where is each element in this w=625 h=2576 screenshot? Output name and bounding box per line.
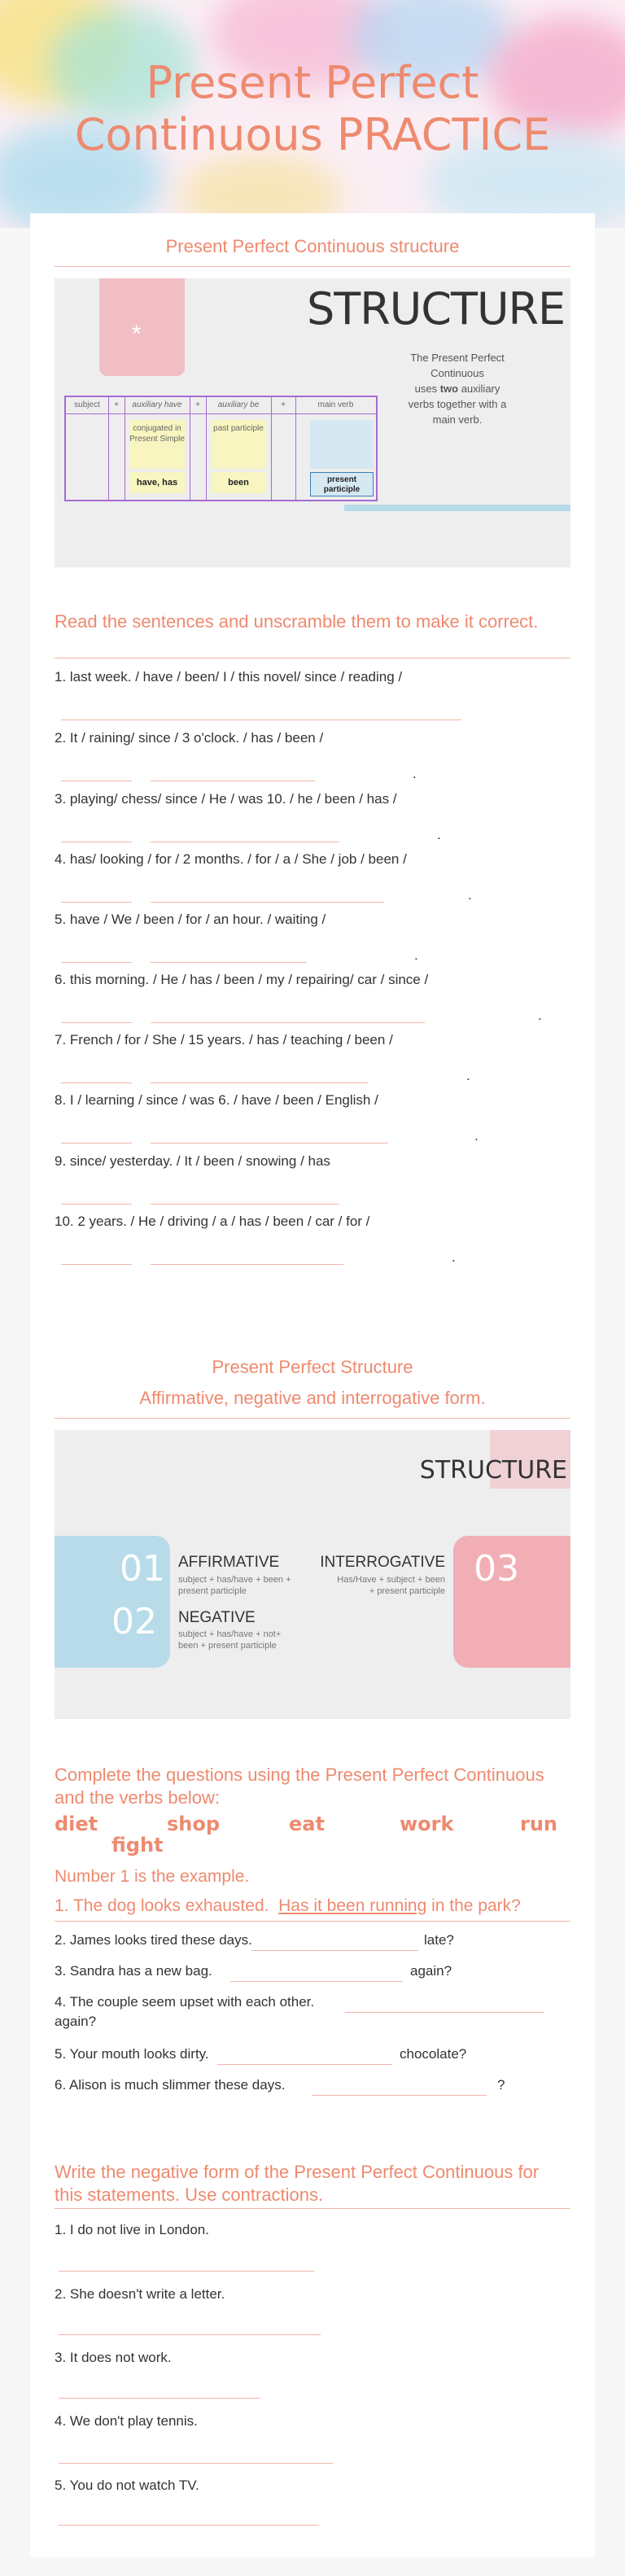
negative-item-5: 5. You do not watch TV. (55, 2478, 199, 2493)
answer-blank[interactable] (59, 2398, 260, 2399)
unscramble-item-10: 10. 2 years. / He / driving / a / has / been / car / for / (55, 1214, 370, 1229)
subject-column (66, 397, 109, 500)
verb-word: eat (289, 1813, 325, 1835)
section3-subtitle: Affirmative, negative and interrogative form. (139, 1388, 486, 1408)
negative-item-4: 4. We don't play tennis. (55, 2413, 198, 2429)
answer-blank[interactable] (151, 962, 307, 963)
negative-desc: subject + has/have + not+ (178, 1629, 282, 1639)
question-6-suffix: ? (497, 2077, 505, 2093)
example-suffix: in the park? (426, 1896, 521, 1915)
answer-blank[interactable] (59, 2334, 321, 2335)
divider (55, 266, 570, 267)
question-5-suffix: chocolate? (400, 2046, 467, 2062)
section5-title: Write the negative form of the Present Perfect Continuous for this statements. Use contractions. (55, 2162, 540, 2205)
unscramble-item-8: 8. I / learning / since / was 6. / have / been / English / (55, 1092, 378, 1108)
structure-description (396, 350, 518, 427)
sentence-period: . (466, 1068, 470, 1083)
question-4: 4. The couple seem upset with each other. (55, 1994, 315, 2010)
sentence-period: . (452, 1249, 456, 1265)
unscramble-item-4: 4. has/ looking / for / 2 months. / for / a / She / job / been / (55, 851, 407, 867)
answer-blank[interactable] (61, 1264, 132, 1265)
structure-table (64, 396, 378, 501)
main-form-cell: present participle (310, 472, 374, 496)
plus-column (271, 397, 296, 500)
unscramble-item-9: 9. since/ yesterday. / It / been / snowing / has (55, 1153, 330, 1169)
asterisk-mark: * (132, 321, 142, 348)
negative-item-2: 2. She doesn't write a letter. (55, 2286, 225, 2302)
section2-title: Read the sentences and unscramble them to make it correct. (55, 611, 539, 632)
have-forms-cell: have, has (129, 472, 185, 493)
col-auxiliary-have: auxiliary have (132, 400, 182, 409)
interrogative-desc: Has/Have + subject + been (337, 1575, 445, 1585)
divider (55, 1921, 570, 1922)
sentence-period: . (413, 766, 417, 781)
unscramble-item-3: 3. playing/ chess/ since / He / was 10. / he / been / has / (55, 791, 397, 807)
answer-blank[interactable] (61, 962, 132, 963)
negative-label: NEGATIVE (178, 1609, 256, 1626)
unscramble-item-1: 1. last week. / have / been/ I / this novel/ since / reading / (55, 669, 403, 684)
verb-word: shop (167, 1813, 221, 1835)
description-text: The Present Perfect (410, 352, 505, 364)
be-note-cell: past participle (211, 420, 266, 469)
negative-desc: been + present participle (178, 1641, 277, 1651)
col-subject: subject (74, 400, 100, 409)
description-text: Continuous (431, 367, 484, 379)
section4-title: Complete the questions using the Present Perfect Continuous and the verbs below: (55, 1765, 544, 1808)
sentence-period: . (414, 947, 418, 963)
question-5: 5. Your mouth looks dirty. (55, 2046, 209, 2062)
answer-blank[interactable] (217, 2064, 392, 2065)
section1-title: Present Perfect Continuous structure (165, 236, 460, 256)
example-prefix: 1. The dog looks exhausted. (55, 1896, 269, 1915)
forms-image (55, 1430, 570, 1719)
col-auxiliary-be: auxiliary be (217, 400, 260, 409)
answer-blank[interactable] (151, 1082, 368, 1083)
page-title (0, 57, 625, 161)
description-text: main verb. (432, 413, 483, 426)
answer-blank[interactable] (59, 2525, 319, 2526)
answer-blank[interactable] (61, 902, 132, 903)
verb-word: diet (55, 1813, 98, 1835)
sentence-period: . (474, 1128, 479, 1144)
verb-word: fight (111, 1834, 164, 1857)
col-plus: + (195, 400, 200, 409)
answer-blank[interactable] (61, 719, 461, 720)
answer-blank[interactable] (251, 1950, 418, 1951)
example-answer: Has it been running (278, 1896, 427, 1915)
col-main-verb: main verb (317, 400, 354, 409)
answer-blank[interactable] (230, 1981, 403, 1982)
description-emphasis: two (439, 383, 459, 395)
question-2: 2. James looks tired these days. (55, 1932, 252, 1948)
verb-word: run (520, 1813, 558, 1835)
answer-blank[interactable] (61, 1082, 132, 1083)
affirmative-desc: subject + has/have + been + (178, 1575, 291, 1585)
have-note-cell: conjugated in Present Simple (129, 420, 185, 469)
unscramble-item-5: 5. have / We / been / for / an hour. / waiting / (55, 912, 326, 927)
answer-blank[interactable] (345, 2012, 544, 2013)
negative-item-3: 3. It does not work. (55, 2350, 172, 2365)
answer-blank[interactable] (61, 1022, 132, 1023)
answer-blank[interactable] (61, 1204, 132, 1205)
section3-title: Present Perfect Structure (212, 1357, 413, 1377)
be-form-cell: been (211, 472, 266, 493)
affirmative-desc: present participle (178, 1586, 247, 1596)
blue-bar (344, 505, 570, 511)
plus-column (190, 397, 207, 500)
negative-item-1: 1. I do not live in London. (55, 2222, 209, 2237)
description-text: uses (414, 383, 440, 395)
question-6: 6. Alison is much slimmer these days. (55, 2077, 286, 2093)
worksheet-card (30, 213, 595, 2557)
answer-blank[interactable] (151, 1264, 343, 1265)
col-plus: + (281, 400, 286, 409)
sentence-period: . (437, 827, 441, 842)
forms-heading: STRUCTURE (419, 1456, 567, 1485)
main-verb-cell (310, 420, 374, 469)
interrogative-desc: + present participle (369, 1586, 445, 1596)
header-banner (0, 0, 625, 228)
sentence-period: . (538, 1008, 542, 1023)
question-4-suffix: again? (55, 2014, 97, 2029)
description-text: verbs together with a (408, 398, 507, 410)
answer-blank[interactable] (59, 2463, 333, 2464)
unscramble-item-2: 2. It / raining/ since / 3 o'clock. / has / been / (55, 730, 324, 746)
answer-blank[interactable] (151, 1022, 425, 1023)
header-rule (66, 413, 376, 414)
description-text: auxiliary (458, 383, 500, 395)
answer-blank[interactable] (59, 2271, 314, 2272)
question-3-suffix: again? (410, 1963, 452, 1979)
divider (55, 2208, 570, 2209)
page-title-line2: Continuous PRACTICE (74, 109, 551, 160)
number-01: 01 (120, 1548, 165, 1590)
answer-blank[interactable] (312, 2095, 487, 2096)
divider (55, 1418, 570, 1419)
answer-blank[interactable] (151, 1204, 339, 1205)
example-sentence (55, 1895, 570, 1918)
question-3: 3. Sandra has a new bag. (55, 1963, 212, 1979)
unscramble-item-7: 7. French / for / She / 15 years. / has / teaching / been / (55, 1032, 393, 1047)
number-02: 02 (111, 1601, 157, 1642)
answer-blank[interactable] (151, 902, 384, 903)
pink-tab (99, 278, 185, 376)
number-03: 03 (474, 1548, 519, 1590)
sentence-period: . (468, 887, 472, 903)
verb-word: work (400, 1813, 454, 1835)
structure-image (55, 278, 570, 567)
col-plus: + (114, 400, 119, 409)
answer-blank[interactable] (61, 1143, 132, 1144)
example-note: Number 1 is the example. (55, 1867, 250, 1886)
answer-blank[interactable] (151, 1143, 388, 1144)
affirmative-label: AFFIRMATIVE (178, 1554, 280, 1571)
question-2-suffix: late? (424, 1932, 454, 1948)
plus-column (108, 397, 125, 500)
unscramble-item-6: 6. this morning. / He / has / been / my / repairing/ car / since / (55, 972, 429, 987)
interrogative-label: INTERROGATIVE (320, 1554, 445, 1571)
page-title-line1: Present Perfect (146, 57, 479, 108)
structure-heading: STRUCTURE (307, 283, 566, 335)
